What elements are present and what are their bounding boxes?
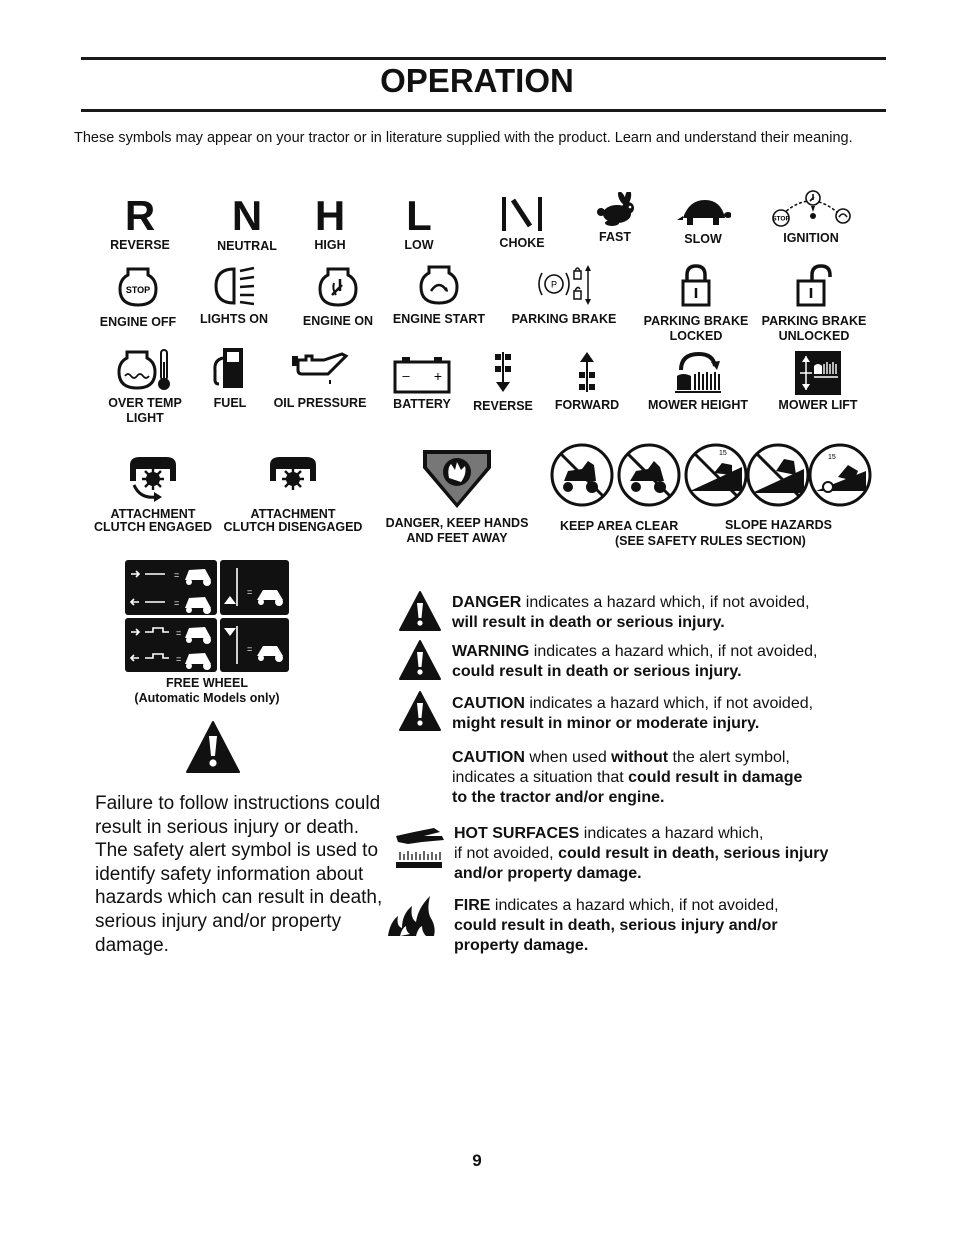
danger-rest: indicates a hazard which, if not avoided,: [521, 594, 810, 611]
symbol-low-l: [379, 194, 459, 253]
no-bystanders-icon: [619, 445, 679, 505]
label-mower-height: MOWER HEIGHT: [648, 398, 748, 412]
intro-text: These symbols may appear on your tractor or in literature supplied with the product. Learn and understand their meaning.: [74, 130, 853, 146]
label-automatic-models: (Automatic Models only): [134, 691, 280, 705]
label-slope-hazards: SLOPE HAZARDS: [725, 518, 832, 532]
label-clutch-disengaged-2: CLUTCH DISENGAGED: [223, 520, 363, 534]
symbol-parking-brake-unlocked: [758, 263, 870, 344]
letter-h: H: [314, 192, 346, 239]
symbol-engine-start: [391, 263, 487, 327]
warning-message: [452, 642, 818, 682]
letter-r: R: [124, 192, 156, 239]
fire-b2: property damage.: [454, 937, 589, 954]
label-oil-pressure: OIL PRESSURE: [273, 396, 367, 410]
fw-eq-2: =: [174, 598, 180, 608]
caution-rest: indicates a hazard which, if not avoided,: [524, 695, 814, 712]
symbol-clutch-engaged: [88, 455, 218, 535]
label-hands-feet-1: DANGER, KEEP HANDS: [385, 516, 529, 530]
fw-eq-1: =: [174, 570, 180, 580]
hot-b2: and/or property damage.: [454, 865, 642, 882]
caution-bold: might result in minor or moderate injury.: [452, 715, 760, 732]
ignition-stop-text: STOP: [772, 215, 790, 223]
no-riders-icon: [552, 445, 612, 505]
headlight-icon: [208, 265, 260, 307]
danger-keyword: DANGER: [452, 594, 522, 611]
label-engine-start: ENGINE START: [392, 312, 486, 326]
symbol-choke: [482, 194, 562, 251]
caution-no-symbol-message: [452, 748, 802, 808]
symbol-engine-off: [95, 265, 181, 330]
label-engine-on: ENGINE ON: [302, 314, 374, 328]
label-high: HIGH: [314, 238, 346, 252]
failure-text: Failure to follow instructions could result in serious injury or death. The safety alert symbol is used to identify safety information about hazards which can result in death, serious injury and/or property damage.: [95, 793, 383, 956]
parking-p-text: P: [550, 279, 558, 290]
clutch-disengaged-icon: [266, 455, 320, 495]
page-title: OPERATION: [380, 62, 574, 99]
hot-keyword: HOT SURFACES: [454, 825, 580, 842]
label-slow: SLOW: [684, 232, 722, 246]
label-parking-brake: PARKING BRAKE: [511, 312, 617, 326]
oil-can-icon: [290, 350, 350, 386]
page-number: 9: [472, 1151, 482, 1170]
letter-l: L: [406, 192, 432, 239]
engine-off-icon: [118, 265, 158, 309]
symbol-over-temp: [100, 346, 190, 426]
label-over-temp-2: LIGHT: [126, 411, 164, 425]
fire-keyword: FIRE: [454, 897, 491, 914]
slope-hazard-icon-1: [686, 445, 746, 505]
engine-on-icon: [318, 265, 358, 309]
hot-b1: could result in death, serious injury: [558, 845, 829, 862]
lock-icon: [679, 263, 713, 309]
fire-message: [454, 896, 779, 956]
prohibition-icons: [548, 441, 878, 509]
symbol-parking-brake: [508, 263, 620, 327]
caution2-b1: could result in damage: [628, 769, 803, 786]
top-rule: [81, 57, 886, 60]
label-engine-off: ENGINE OFF: [99, 315, 177, 329]
engine-off-stop-text: STOP: [125, 285, 151, 295]
label-clutch-engaged-2: CLUTCH ENGAGED: [93, 520, 213, 534]
symbol-parking-brake-locked: [640, 263, 752, 344]
fw-eq-5: =: [247, 587, 253, 597]
caution-message: [452, 694, 813, 734]
danger-alert-icon: [398, 590, 442, 632]
unlock-icon: [794, 263, 834, 309]
symbol-high-h: [290, 194, 370, 253]
bottom-rule: [81, 109, 886, 112]
label-hands-feet-2: AND FEET AWAY: [406, 531, 508, 545]
symbol-reverse-r: [100, 194, 180, 253]
arrow-up-icon: [575, 350, 599, 394]
fire-b1: could result in death, serious injury and/or: [454, 917, 778, 934]
caution2-without: without: [611, 749, 669, 766]
symbol-lights-on: [194, 265, 274, 327]
label-low: LOW: [404, 238, 434, 252]
fw-eq-6: =: [247, 644, 253, 654]
symbol-fast: [575, 192, 655, 245]
mower-height-icon: [673, 350, 723, 396]
battery-plus: +: [433, 368, 443, 384]
danger-message: [452, 593, 810, 633]
label-forward-arrow: FORWARD: [554, 398, 620, 412]
symbol-fuel: [190, 346, 270, 411]
symbol-battery: [380, 355, 464, 412]
battery-minus: –: [402, 368, 410, 383]
hot-surfaces-message: [454, 824, 828, 884]
slope-hazard-icon-2: [748, 445, 808, 505]
free-wheel-diagram: [125, 560, 289, 672]
label-free-wheel: FREE WHEEL: [166, 676, 248, 690]
turtle-icon: [675, 196, 731, 230]
slope-hazard-icon-3: [810, 445, 870, 505]
label-keep-area-clear: KEEP AREA CLEAR: [560, 519, 679, 533]
caution2-p3: indicates a situation that: [452, 769, 629, 786]
hand-hazard-icon: [421, 448, 493, 510]
label-fast: FAST: [599, 230, 631, 244]
symbol-oil-pressure: [270, 350, 370, 411]
caution2-p1: when used: [524, 749, 612, 766]
label-see-safety-rules: (SEE SAFETY RULES SECTION): [615, 534, 806, 548]
label-choke: CHOKE: [499, 236, 545, 250]
symbol-neutral-n: [207, 194, 287, 254]
fw-eq-3: =: [176, 628, 182, 638]
caution2-p2: the alert symbol,: [668, 749, 790, 766]
label-brake-unlocked-1: PARKING BRAKE: [761, 314, 867, 328]
hot-p2: if not avoided,: [454, 845, 559, 862]
symbol-slow: [663, 196, 743, 247]
fuel-pump-icon: [211, 346, 249, 390]
slope-deg-2: 15: [828, 454, 836, 461]
symbol-mower-height: [643, 350, 753, 413]
hot-surface-icon: [394, 826, 446, 872]
clutch-engaged-icon: [126, 455, 180, 503]
parking-brake-icon: [532, 263, 596, 307]
choke-icon: [496, 194, 548, 234]
warning-keyword: WARNING: [452, 643, 530, 660]
rabbit-icon: [592, 192, 638, 228]
label-reverse: REVERSE: [110, 238, 170, 252]
warning-rest: indicates a hazard which, if not avoided,: [529, 643, 818, 660]
label-clutch-engaged-1: ATTACHMENT: [110, 507, 196, 521]
arrow-down-icon: [491, 350, 515, 394]
warning-bold: could result in death or serious injury.: [452, 663, 742, 680]
battery-icon: [392, 355, 452, 395]
label-brake-locked-2: LOCKED: [669, 329, 723, 343]
caution2-keyword: CAUTION: [452, 749, 525, 766]
mower-lift-icon: [794, 350, 842, 396]
label-fuel: FUEL: [213, 396, 247, 410]
label-brake-unlocked-2: UNLOCKED: [778, 329, 850, 343]
symbol-forward-arrow: [547, 350, 627, 413]
ignition-icon: [769, 188, 853, 230]
engine-start-icon: [419, 263, 459, 307]
label-ignition: IGNITION: [783, 231, 839, 245]
label-mower-lift: MOWER LIFT: [778, 398, 858, 412]
symbol-engine-on: [298, 265, 378, 329]
warning-alert-icon: [398, 639, 442, 681]
symbol-reverse-arrow: [463, 350, 543, 414]
caution-alert-icon: [398, 690, 442, 732]
caution-keyword: CAUTION: [452, 695, 525, 712]
symbol-clutch-disengaged: [222, 455, 364, 535]
danger-bold: will result in death or serious injury.: [452, 614, 725, 631]
label-battery: BATTERY: [393, 397, 451, 411]
hot-rest: indicates a hazard which,: [579, 825, 764, 842]
caution2-b2: to the tractor and/or engine.: [452, 789, 665, 806]
symbol-ignition: [766, 188, 856, 246]
label-clutch-disengaged-1: ATTACHMENT: [250, 507, 336, 521]
symbol-mower-lift: [773, 350, 863, 413]
letter-n: N: [231, 192, 263, 239]
label-over-temp-1: OVER TEMP: [108, 396, 182, 410]
label-reverse-arrow: REVERSE: [473, 399, 533, 413]
slope-deg-1: 15: [719, 450, 727, 457]
label-brake-locked-1: PARKING BRAKE: [643, 314, 749, 328]
fire-rest: indicates a hazard which, if not avoided,: [490, 897, 779, 914]
thermometer-engine-icon: [117, 346, 173, 392]
label-lights-on: LIGHTS ON: [199, 312, 269, 326]
label-neutral: NEUTRAL: [217, 239, 277, 253]
fw-eq-4: =: [176, 654, 182, 664]
safety-alert-icon: [185, 720, 241, 774]
fire-icon: [386, 892, 438, 938]
symbol-keep-hands-away: [384, 448, 530, 546]
